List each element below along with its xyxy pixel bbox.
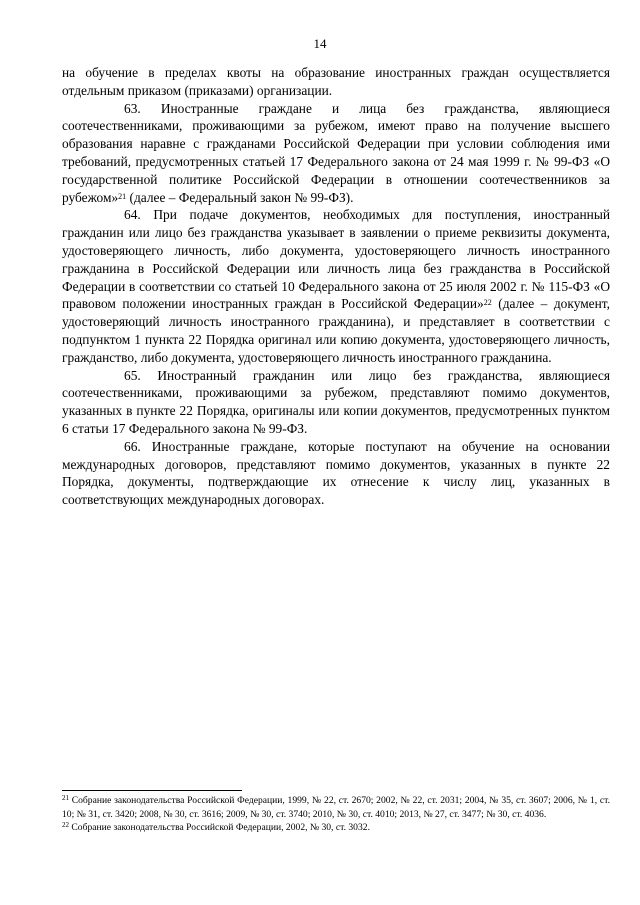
document-body — [62, 64, 610, 509]
footnote-21-text: Собрание законодательства Российской Федерации, 1999, № 22, ст. 2670; 2002, № 22, ст. 2031; 2004, № 35, ст. 3607; 2006, № 1, ст. 10; № 31, ст. 3420; 2008, № 30, ст. 3616; 2009, № 30, ст. 3740; 2010, № 30, ст. 4010; 2013, № 27, ст. 3477; № 30, ст. 4036. — [62, 795, 610, 821]
page-number: 14 — [313, 36, 327, 51]
footnote-22 — [62, 821, 610, 835]
footnote-22-mark: 22 — [62, 821, 69, 830]
paragraph-64 — [62, 206, 610, 366]
paragraph-continuation: на обучение в пределах квоты на образование иностранных граждан осуществляется отдельным приказом (приказами) организации. — [62, 65, 610, 98]
footnote-ref-21: 21 — [118, 191, 127, 201]
paragraph-63 — [62, 100, 610, 207]
footnote-divider — [62, 790, 242, 791]
paragraph-64-text: 64. При подаче документов, необходимых для поступления, иностранный гражданин или лицо без гражданства указывает в заявлении о приеме реквизиты документа, удостоверяющего личность, либо документа, удостоверяющего личность иностранного гражданина в Российской Федерации или личность лица без гражданства в Российской Федерации в соответствии со статьей 10 Федерального закона от 25 июля 2002 г. № 115-ФЗ «О правовом положении иностранных граждан в Российской Федерации» — [62, 207, 610, 312]
paragraph-65: 65. Иностранный гражданин или лицо без гражданства, являющиеся соотечественниками, проживающими за рубежом, представляют помимо документов, указанных в пункте 22 Порядка, оригиналы или копии документов, предусмотренных пунктом 6 статьи 17 Федерального закона № 99-ФЗ. — [62, 367, 610, 436]
paragraph-66: 66. Иностранные граждане, которые поступают на обучение на основании международных договоров, представляют помимо документов, указанных в пункте 22 Порядка, документы, подтверждающие их отнесение к числу лиц, указанных в соответствующих международных договорах. — [62, 438, 610, 508]
paragraph-64-text-end: (далее – документ, удостоверяющий личность иностранного гражданина), и представляет в соответствии с подпунктом 1 пункта 22 Порядка оригинал или копию документа, удостоверяющего личность, гражданство, либо документа, удостоверяющего личность иностранного гражданина. — [62, 296, 610, 365]
footnote-22-text: Собрание законодательства Российской Федерации, 2002, № 30, ст. 3032. — [69, 822, 370, 834]
footnotes — [62, 790, 610, 836]
paragraph-63-text-end: (далее – Федеральный закон № 99-ФЗ). — [126, 189, 354, 205]
footnote-21-mark: 21 — [62, 794, 69, 802]
footnote-ref-22: 22 — [483, 298, 492, 308]
paragraph-63-text: 63. Иностранные граждане и лица без гражданства, являющиеся соотечественниками, проживающими за рубежом, имеют право на получение высшего образования наравне с гражданами Российской Федерации при условии соблюдения ими требований, предусмотренных статьей 17 Федерального закона от 24 мая 1999 г. № 99-ФЗ «О государственной политике Российской Федерации в отношении соотечественников за рубежом» — [62, 100, 610, 205]
footnote-21 — [62, 794, 610, 821]
